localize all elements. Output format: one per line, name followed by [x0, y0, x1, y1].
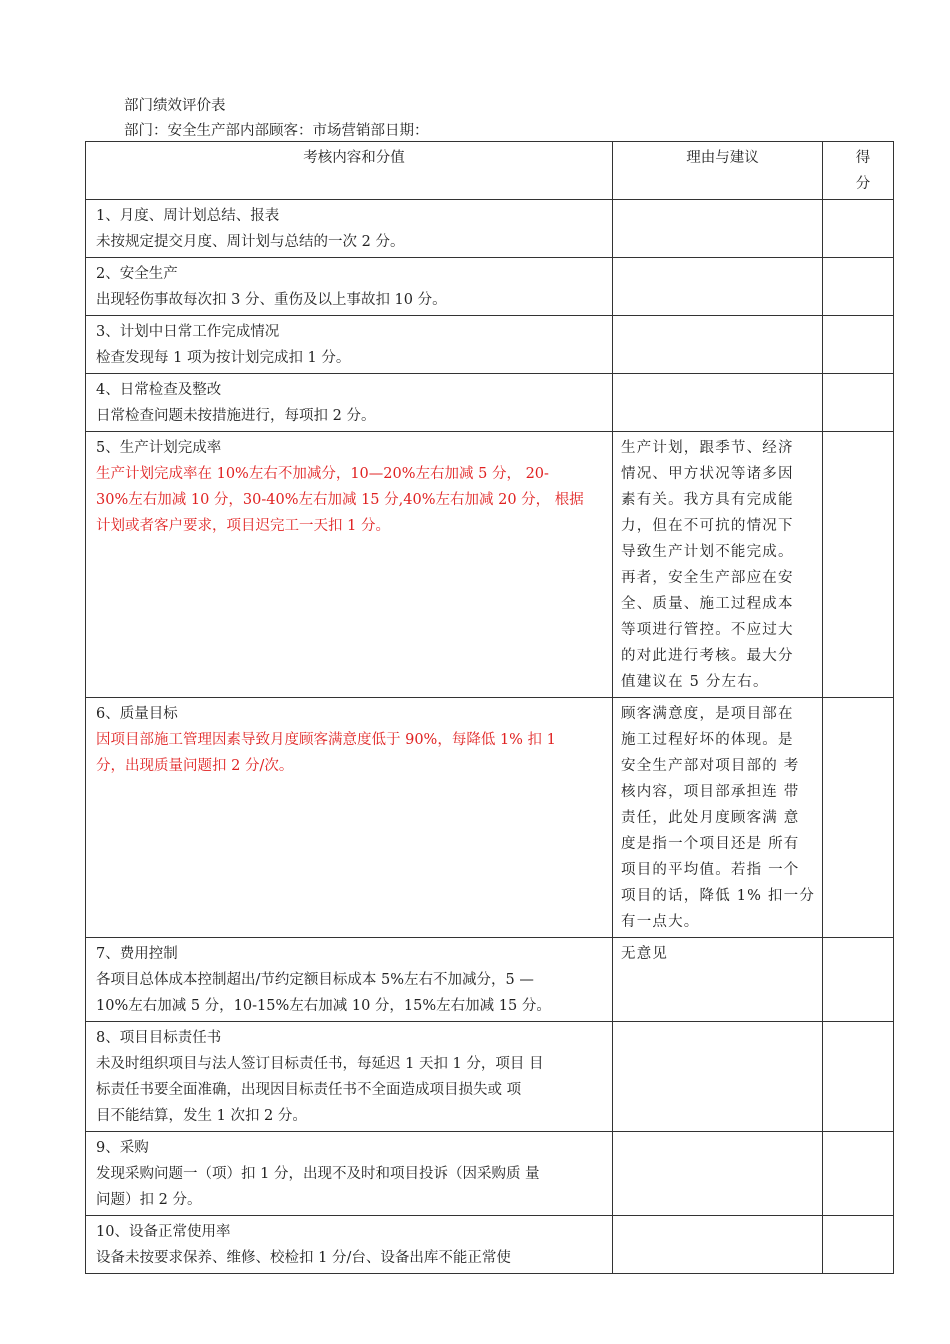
- item-line: 检查发现每 1 项为按计划完成扣 1 分。: [96, 350, 351, 366]
- table-row: [86, 258, 894, 316]
- item-line: 10%左右加减 5 分，10-15%左右加减 10 分，15%左右加减 15 分。: [96, 998, 551, 1014]
- content-cell: [86, 1132, 613, 1216]
- reason-line: 值建议在 5 分左右。: [621, 674, 769, 690]
- item-title: 10、设备正常使用率: [96, 1224, 231, 1240]
- item-title: 9、采购: [96, 1140, 149, 1156]
- item-title: 4、日常检查及整改: [96, 382, 222, 398]
- content-cell: [86, 258, 613, 316]
- table-row: [86, 1216, 894, 1274]
- reason-line: 安全生产部对项目部的 考: [621, 758, 800, 774]
- header-score-top: 得: [855, 150, 871, 166]
- item-title: 3、计划中日常工作完成情况: [96, 324, 280, 340]
- item-line: 问题）扣 2 分。: [96, 1192, 202, 1208]
- item-line-red: 生产计划完成率在 10%左右不加减分，10—20%左右加减 5 分， 20-: [96, 466, 549, 482]
- content-cell: [86, 200, 613, 258]
- reason-line: 等项进行管控。不应过大: [621, 622, 794, 638]
- header-score-bottom: 分: [855, 176, 871, 192]
- reason-line: 情况、甲方状况等诸多因: [621, 466, 794, 482]
- item-line: 发现采购问题一（项）扣 1 分，出现不及时和项目投诉（因采购质 量: [96, 1166, 540, 1182]
- reason-line: 度是指一个项目还是 所有: [621, 836, 800, 852]
- item-line: 未按规定提交月度、周计划与总结的一次 2 分。: [96, 234, 405, 250]
- reason-line: 顾客满意度，是项目部在: [621, 706, 794, 722]
- table-row: [86, 1132, 894, 1216]
- item-title: 5、生产计划完成率: [96, 440, 222, 456]
- item-line: 出现轻伤事故每次扣 3 分、重伤及以上事故扣 10 分。: [96, 292, 447, 308]
- score-cell: [823, 316, 894, 374]
- item-line: 日常检查问题未按措施进行，每项扣 2 分。: [96, 408, 376, 424]
- score-cell: [823, 938, 894, 1022]
- item-title: 8、项目目标责任书: [96, 1030, 222, 1046]
- evaluation-table: [85, 141, 894, 1274]
- item-line-red: 计划或者客户要求，项目迟完工一天扣 1 分。: [96, 518, 390, 534]
- content-cell: [86, 1022, 613, 1132]
- reason-line: 项目的话，降低 1% 扣一分: [621, 888, 816, 904]
- reason-cell: [613, 698, 823, 938]
- document-title: 部门绩效评价表: [124, 98, 226, 114]
- reason-line: 力，但在不可抗的情况下: [621, 518, 794, 534]
- reason-cell: [613, 374, 823, 432]
- reason-line: 核内容，项目部承担连 带: [621, 784, 800, 800]
- reason-line: 生产计划，跟季节、经济: [621, 440, 794, 456]
- score-cell: [823, 698, 894, 938]
- table-header-row: [86, 142, 894, 200]
- table-row: [86, 432, 894, 698]
- table-row: [86, 698, 894, 938]
- reason-cell: [613, 258, 823, 316]
- score-cell: [823, 1132, 894, 1216]
- item-title: 7、费用控制: [96, 946, 178, 962]
- item-title: 2、安全生产: [96, 266, 178, 282]
- reason-cell: [613, 1216, 823, 1274]
- header-reason: 理由与建议: [613, 142, 823, 200]
- item-line: 标责任书要全面准确，出现因目标责任书不全面造成项目损失或 项: [96, 1082, 522, 1098]
- reason-line: 全、质量、施工过程成本: [621, 596, 794, 612]
- content-cell: [86, 1216, 613, 1274]
- item-line-red: 分，出现质量问题扣 2 分/次。: [96, 758, 294, 774]
- table-row: [86, 374, 894, 432]
- item-line: 目不能结算，发生 1 次扣 2 分。: [96, 1108, 307, 1124]
- item-line: 设备未按要求保养、维修、校检扣 1 分/台、设备出库不能正常使: [96, 1250, 511, 1266]
- table-row: [86, 200, 894, 258]
- reason-line: 导致生产计划不能完成。: [621, 544, 794, 560]
- score-cell: [823, 1216, 894, 1274]
- content-cell: [86, 938, 613, 1022]
- score-cell: [823, 374, 894, 432]
- reason-cell: [613, 432, 823, 698]
- document-subheading: 部门：安全生产部内部顾客：市场营销部日期：: [124, 123, 429, 139]
- reason-cell: [613, 1022, 823, 1132]
- reason-cell: [613, 200, 823, 258]
- item-line: 各项目总体成本控制超出/节约定额目标成本 5%左右不加减分，5 —: [96, 972, 534, 988]
- reason-line: 的对此进行考核。最大分: [621, 648, 794, 664]
- score-cell: [823, 432, 894, 698]
- reason-cell: [613, 1132, 823, 1216]
- table-row: [86, 1022, 894, 1132]
- table-row: [86, 938, 894, 1022]
- item-line-red: 因项目部施工管理因素导致月度顾客满意度低于 90%，每降低 1% 扣 1: [96, 732, 556, 748]
- reason-cell: 无意见: [613, 938, 823, 1022]
- table-row: [86, 316, 894, 374]
- reason-cell: [613, 316, 823, 374]
- content-cell: [86, 316, 613, 374]
- content-cell: [86, 432, 613, 698]
- header-content: 考核内容和分值: [86, 142, 613, 200]
- reason-line: 施工过程好坏的体现。是: [621, 732, 794, 748]
- content-cell: [86, 698, 613, 938]
- score-cell: [823, 258, 894, 316]
- header-score: [823, 142, 894, 200]
- item-title: 6、质量目标: [96, 706, 178, 722]
- item-line: 未及时组织项目与法人签订目标责任书，每延迟 1 天扣 1 分，项目 目: [96, 1056, 544, 1072]
- reason-line: 再者，安全生产部应在安: [621, 570, 794, 586]
- reason-line: 责任，此处月度顾客满 意: [621, 810, 800, 826]
- reason-line: 素有关。我方具有完成能: [621, 492, 794, 508]
- reason-line: 有一点大。: [621, 914, 700, 930]
- content-cell: [86, 374, 613, 432]
- score-cell: [823, 1022, 894, 1132]
- item-title: 1、月度、周计划总结、报表: [96, 208, 280, 224]
- item-line-red: 30%左右加减 10 分，30-40%左右加减 15 分,40%左右加减 20 分， 根据: [96, 492, 584, 508]
- reason-line: 项目的平均值。若指 一个: [621, 862, 800, 878]
- score-cell: [823, 200, 894, 258]
